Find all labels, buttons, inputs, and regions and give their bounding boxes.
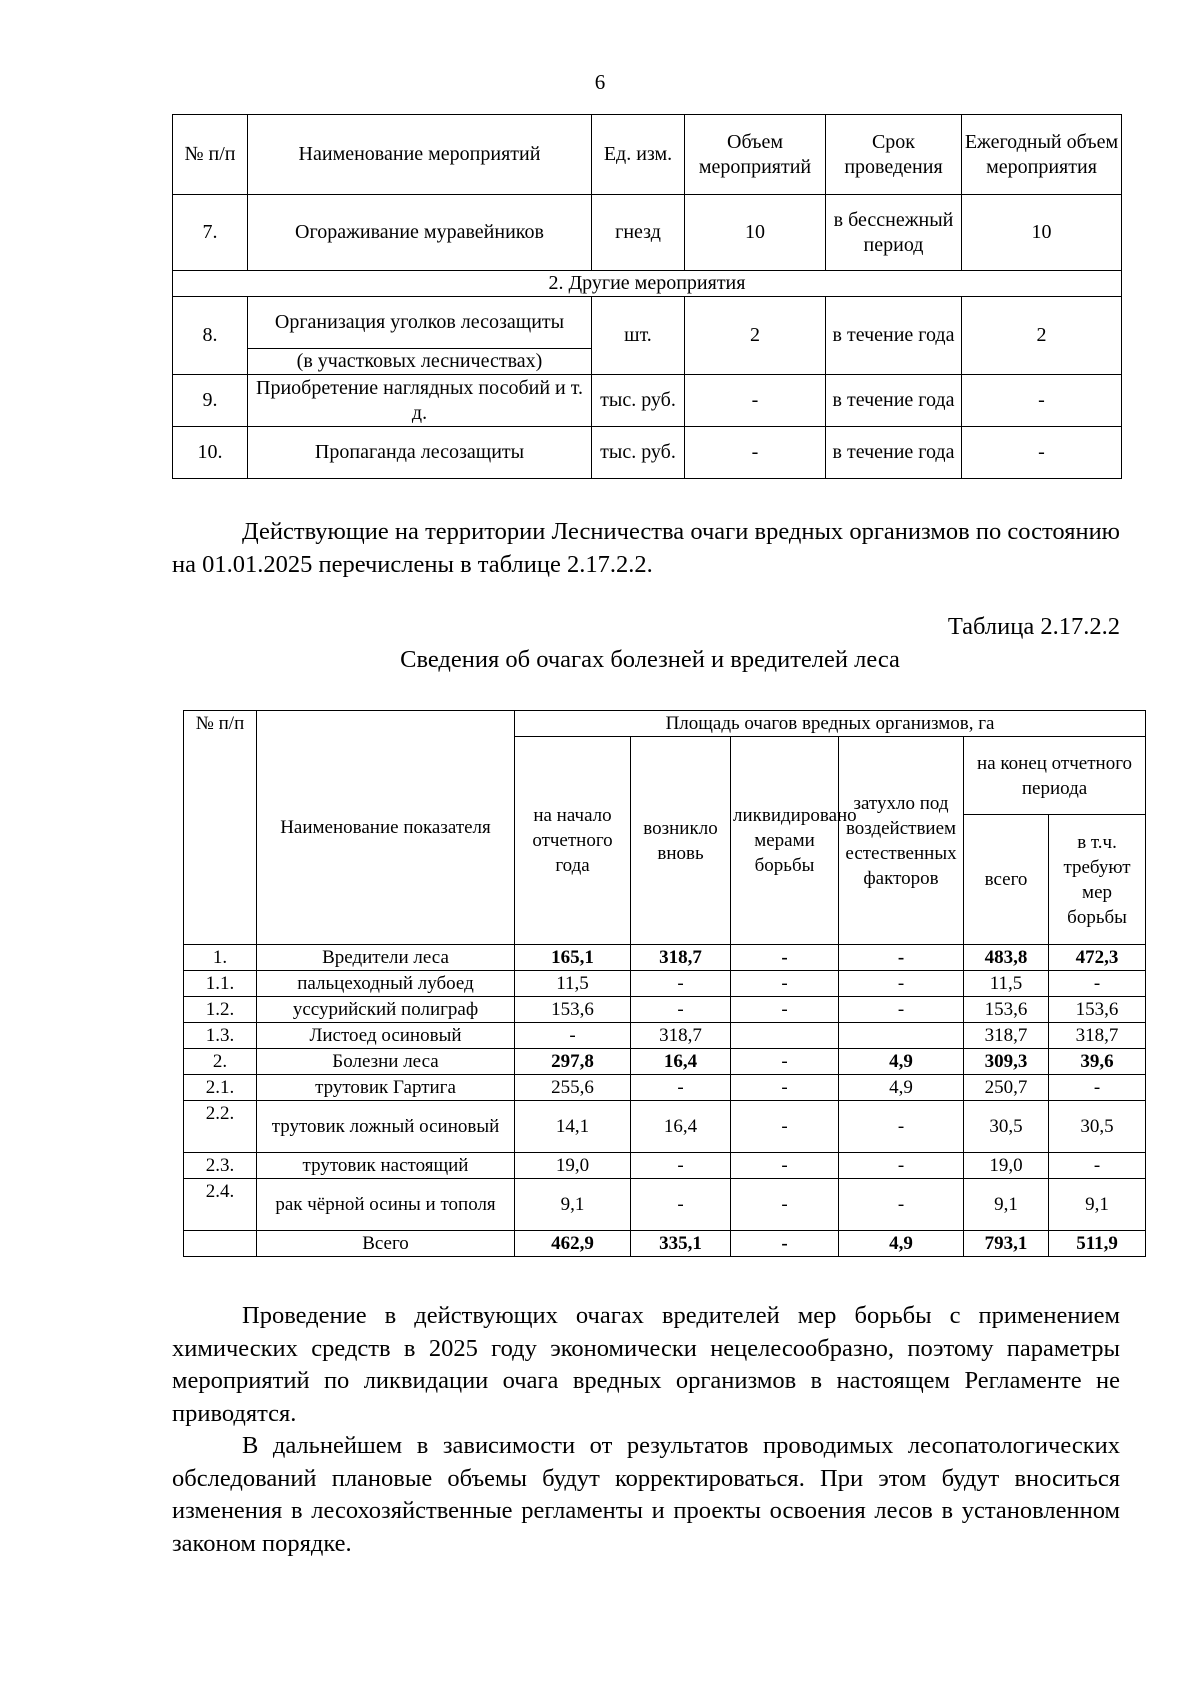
cell: 10 [962, 195, 1122, 271]
table-row [173, 375, 1122, 427]
table-row [184, 1179, 1146, 1231]
cell: 39,6 [1049, 1049, 1146, 1075]
cell: 16,4 [631, 1101, 731, 1153]
cell: 472,3 [1049, 945, 1146, 971]
table-header-row [173, 115, 1122, 195]
header-cell: Ед. изм. [592, 115, 685, 195]
paragraph-chemical-measures [172, 1300, 1120, 1430]
cell: 2. [184, 1049, 257, 1075]
cell: 30,5 [1049, 1101, 1146, 1153]
header-cell: № п/п [173, 115, 248, 195]
cell: - [631, 1075, 731, 1101]
header-cell: всего [964, 815, 1049, 945]
cell: - [731, 1049, 839, 1075]
cell: Организация уголков лесозащиты [248, 297, 592, 349]
cell: 30,5 [964, 1101, 1049, 1153]
paragraph-text: Проведение в действующих очагах вредителей мер борьбы с применением химических средств в 2025 году экономически нецелесообразно, поэтому параметры мероприятий по ликвидации очага вредных организмов в настоящем Регламенте не приводятся. [172, 1302, 1120, 1427]
cell: тыс. руб. [592, 375, 685, 427]
cell: 297,8 [515, 1049, 631, 1075]
table-row [184, 971, 1146, 997]
cell: 2.1. [184, 1075, 257, 1101]
cell: шт. [592, 297, 685, 375]
cell: 4,9 [839, 1075, 964, 1101]
table-row [184, 1231, 1146, 1257]
header-cell: на конец отчетного периода [964, 737, 1146, 815]
cell: - [962, 427, 1122, 479]
cell: - [631, 971, 731, 997]
cell: 1.1. [184, 971, 257, 997]
cell: Вредители леса [257, 945, 515, 971]
cell: 19,0 [515, 1153, 631, 1179]
header-cell: Наименование показателя [257, 711, 515, 945]
cell: - [1049, 971, 1146, 997]
header-cell: Срок проведения [826, 115, 962, 195]
cell: гнезд [592, 195, 685, 271]
cell: - [839, 945, 964, 971]
cell: 483,8 [964, 945, 1049, 971]
cell: - [839, 1153, 964, 1179]
cell: 2.3. [184, 1153, 257, 1179]
header-cell: затухло под воздействием естественных факторов [839, 737, 964, 945]
table-row [184, 997, 1146, 1023]
cell: Болезни леса [257, 1049, 515, 1075]
cell: - [731, 1231, 839, 1257]
cell: в течение года [826, 375, 962, 427]
table-row [173, 195, 1122, 271]
cell: - [731, 1179, 839, 1231]
header-cell: Площадь очагов вредных организмов, га [515, 711, 1146, 737]
cell: - [839, 971, 964, 997]
cell: 462,9 [515, 1231, 631, 1257]
cell: трутовик ложный осиновый [257, 1101, 515, 1153]
header-cell: возникло вновь [631, 737, 731, 945]
cell: в течение года [826, 297, 962, 375]
cell: - [731, 1153, 839, 1179]
header-cell: № п/п [184, 711, 257, 945]
cell: - [731, 1101, 839, 1153]
cell: 255,6 [515, 1075, 631, 1101]
header-cell: Объем мероприятий [685, 115, 826, 195]
table-row [173, 297, 1122, 349]
cell: 2 [962, 297, 1122, 375]
cell: - [731, 1075, 839, 1101]
section-row [173, 271, 1122, 297]
cell: 4,9 [839, 1049, 964, 1075]
cell: 318,7 [1049, 1023, 1146, 1049]
cell: 9,1 [1049, 1179, 1146, 1231]
cell: 153,6 [1049, 997, 1146, 1023]
cell: 7. [173, 195, 248, 271]
cell: Приобретение наглядных пособий и т. д. [248, 375, 592, 427]
cell: Огораживание муравейников [248, 195, 592, 271]
cell: 318,7 [631, 945, 731, 971]
cell: Всего [257, 1231, 515, 1257]
cell: - [839, 1179, 964, 1231]
cell: в бесснежный период [826, 195, 962, 271]
cell: 153,6 [515, 997, 631, 1023]
cell: 511,9 [1049, 1231, 1146, 1257]
cell: - [685, 427, 826, 479]
cell: в течение года [826, 427, 962, 479]
cell: 318,7 [964, 1023, 1049, 1049]
cell: 250,7 [964, 1075, 1049, 1101]
cell: 9. [173, 375, 248, 427]
table-row [184, 1153, 1146, 1179]
cell: - [1049, 1075, 1146, 1101]
cell [184, 1231, 257, 1257]
cell: 793,1 [964, 1231, 1049, 1257]
cell: 10 [685, 195, 826, 271]
cell: 2.2. [184, 1101, 257, 1153]
cell: трутовик Гартига [257, 1075, 515, 1101]
cell: Пропаганда лесозащиты [248, 427, 592, 479]
cell: 10. [173, 427, 248, 479]
header-cell: в т.ч. требуют мер борьбы [1049, 815, 1146, 945]
table-row [184, 1023, 1146, 1049]
cell: 153,6 [964, 997, 1049, 1023]
paragraph-foci-intro [172, 516, 1120, 581]
cell: - [962, 375, 1122, 427]
cell: - [839, 997, 964, 1023]
cell: трутовик настоящий [257, 1153, 515, 1179]
table-title: Сведения об очагах болезней и вредителей леса [400, 646, 900, 673]
header-cell: Наименование мероприятий [248, 115, 592, 195]
cell: 9,1 [964, 1179, 1049, 1231]
cell: тыс. руб. [592, 427, 685, 479]
table-row [173, 427, 1122, 479]
cell: - [731, 945, 839, 971]
cell: 11,5 [515, 971, 631, 997]
cell: - [515, 1023, 631, 1049]
cell: 16,4 [631, 1049, 731, 1075]
cell [839, 1023, 964, 1049]
table-row [184, 1049, 1146, 1075]
cell: 309,3 [964, 1049, 1049, 1075]
header-cell: Ежегодный объем мероприятия [962, 115, 1122, 195]
activities-table [172, 114, 1122, 479]
cell: 1. [184, 945, 257, 971]
cell: 2.4. [184, 1179, 257, 1231]
table-row [184, 1101, 1146, 1153]
table-row [184, 1075, 1146, 1101]
header-cell: ликвидировано мерами борьбы [731, 737, 839, 945]
cell: 2 [685, 297, 826, 375]
cell: (в участковых лесничествах) [248, 349, 592, 375]
cell: 335,1 [631, 1231, 731, 1257]
cell: 165,1 [515, 945, 631, 971]
header-cell: на начало отчетного года [515, 737, 631, 945]
cell: рак чёрной осины и тополя [257, 1179, 515, 1231]
table-header-row [184, 711, 1146, 737]
cell: 14,1 [515, 1101, 631, 1153]
cell: - [839, 1101, 964, 1153]
cell: - [631, 997, 731, 1023]
cell: - [731, 997, 839, 1023]
cell [731, 1023, 839, 1049]
cell: пальцеходный лубоед [257, 971, 515, 997]
pests-diseases-table [183, 710, 1146, 1257]
cell: - [631, 1153, 731, 1179]
cell: 318,7 [631, 1023, 731, 1049]
cell: Листоед осиновый [257, 1023, 515, 1049]
cell: - [1049, 1153, 1146, 1179]
cell: 8. [173, 297, 248, 375]
page-number: 6 [594, 70, 606, 94]
paragraph-future-plans [172, 1430, 1120, 1560]
cell: 1.3. [184, 1023, 257, 1049]
cell: уссурийский полиграф [257, 997, 515, 1023]
table-label: Таблица 2.17.2.2 [947, 613, 1120, 640]
table-row [184, 945, 1146, 971]
cell: - [631, 1179, 731, 1231]
cell: 1.2. [184, 997, 257, 1023]
cell: 9,1 [515, 1179, 631, 1231]
cell: - [685, 375, 826, 427]
cell: 4,9 [839, 1231, 964, 1257]
paragraph-text: В дальнейшем в зависимости от результатов проводимых лесопатологических обследований плановые объемы будут корректироваться. При этом будут вноситься изменения в лесохозяйственные регламенты и проекты освоения лесов в установленном законом порядке. [172, 1432, 1120, 1557]
section-title: 2. Другие мероприятия [173, 271, 1122, 297]
cell: - [731, 971, 839, 997]
paragraph-text: Действующие на территории Лесничества очаги вредных организмов по состоянию на 01.01.2025 перечислены в таблице 2.17.2.2. [172, 518, 1120, 578]
cell: 19,0 [964, 1153, 1049, 1179]
cell: 11,5 [964, 971, 1049, 997]
